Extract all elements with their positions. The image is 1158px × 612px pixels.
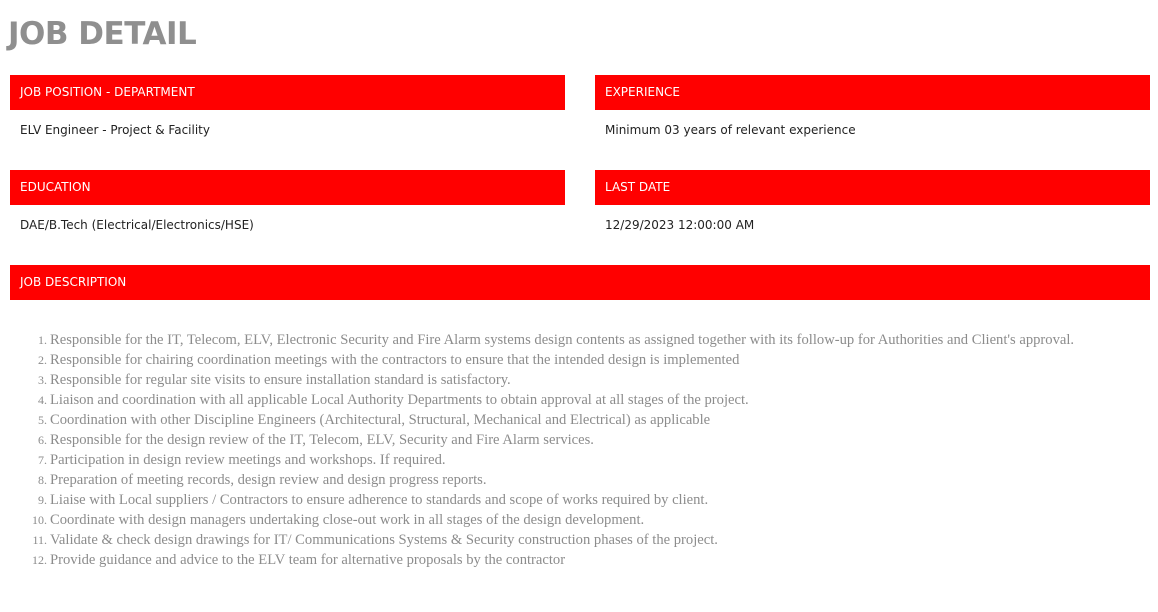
experience-header: EXPERIENCE [595, 75, 1150, 110]
list-item: 9. Liaise with Local suppliers / Contractors to ensure adherence to standards and scope of works required by client. [50, 490, 1114, 510]
last-date-value: 12/29/2023 12:00:00 AM [605, 218, 755, 232]
job-position-header: JOB POSITION - DEPARTMENT [10, 75, 565, 110]
list-item: 8. Preparation of meeting records, design review and design progress reports. [50, 470, 1114, 490]
last-date-header: LAST DATE [595, 170, 1150, 205]
education-value: DAE/B.Tech (Electrical/Electronics/HSE) [20, 218, 254, 232]
list-item: 10. Coordinate with design managers undertaking close-out work in all stages of the design development. [50, 510, 1114, 530]
page-title: JOB DETAIL [8, 16, 197, 52]
list-item: 4. Liaison and coordination with all applicable Local Authority Departments to obtain approval at all stages of the project. [50, 390, 1114, 410]
list-item: 12. Provide guidance and advice to the ELV team for alternative proposals by the contractor [50, 550, 1114, 570]
list-item: 5. Coordination with other Discipline Engineers (Architectural, Structural, Mechanical and Electrical) as applicable [50, 410, 1114, 430]
list-item: 2. Responsible for chairing coordination meetings with the contractors to ensure that the intended design is implemented [50, 350, 1114, 370]
list-item: 6. Responsible for the design review of the IT, Telecom, ELV, Security and Fire Alarm services. [50, 430, 1114, 450]
education-header: EDUCATION [10, 170, 565, 205]
list-item: 11. Validate & check design drawings for IT/ Communications Systems & Security construction phases of the project. [50, 530, 1114, 550]
list-item: 3. Responsible for regular site visits to ensure installation standard is satisfactory. [50, 370, 1114, 390]
list-item: 1. Responsible for the IT, Telecom, ELV, Electronic Security and Fire Alarm systems design contents as assigned together with its follow-up for Authorities and Client's approval. [50, 330, 1114, 350]
job-description-header: JOB DESCRIPTION [10, 265, 1150, 300]
list-item: 7. Participation in design review meetings and workshops. If required. [50, 450, 1114, 470]
experience-value: Minimum 03 years of relevant experience [605, 123, 856, 137]
job-position-value: ELV Engineer - Project & Facility [20, 123, 210, 137]
job-description-list [14, 330, 1114, 570]
